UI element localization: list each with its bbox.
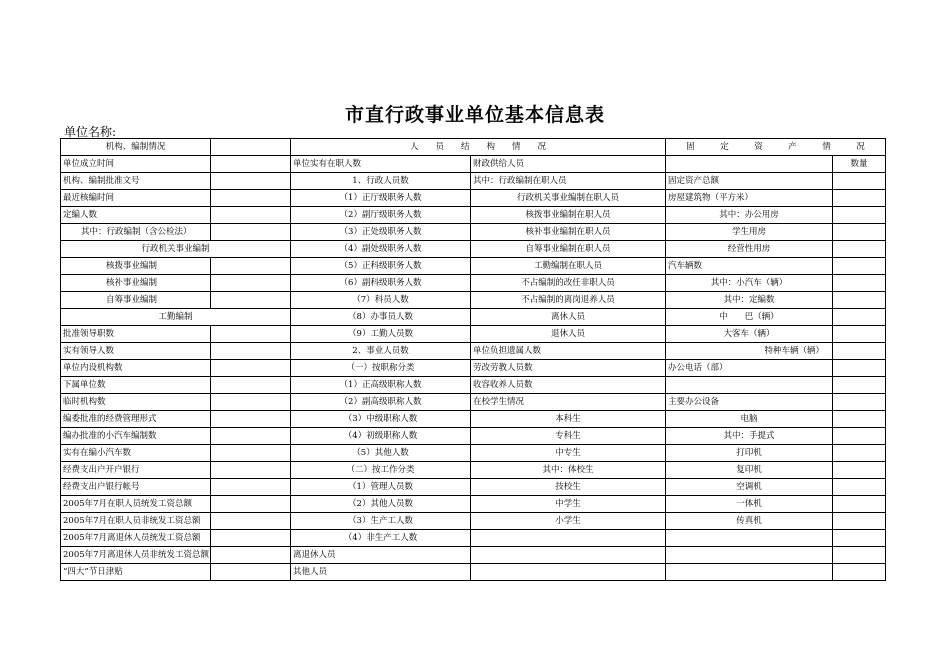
institution-cell: 批准领导职数 <box>61 326 211 343</box>
personnel-cell-left: 离退休人员 <box>291 547 471 564</box>
table-row <box>61 513 886 530</box>
table-row <box>61 258 886 275</box>
header-blank <box>211 139 291 156</box>
personnel-cell-left: （3）中级职称人数 <box>291 411 471 428</box>
quantity-cell <box>833 411 886 428</box>
personnel-cell-right: 核拨事业编制在职人员 <box>471 207 666 224</box>
institution-value-cell <box>211 292 291 309</box>
personnel-cell-right: 退休人员 <box>471 326 666 343</box>
personnel-cell-right: 核补事业编制在职人员 <box>471 224 666 241</box>
table-row <box>61 190 886 207</box>
asset-cell: 汽车辆数 <box>666 258 833 275</box>
asset-cell: 一体机 <box>666 496 833 513</box>
header-row <box>61 139 886 156</box>
header-institution: 机构、编制情况 <box>61 139 211 156</box>
institution-value-cell <box>211 445 291 462</box>
quantity-cell <box>833 343 886 360</box>
personnel-cell-right: 专科生 <box>471 428 666 445</box>
asset-cell <box>666 530 833 547</box>
quantity-cell <box>833 445 886 462</box>
institution-value-cell <box>211 275 291 292</box>
table-row <box>61 462 886 479</box>
personnel-cell-left: （5）正科级职务人数 <box>291 258 471 275</box>
quantity-cell <box>833 309 886 326</box>
personnel-cell-left: （4）初级职称人数 <box>291 428 471 445</box>
institution-cell: 机构、编制批准文号 <box>61 173 211 190</box>
asset-cell: 其中：小汽车（辆） <box>666 275 833 292</box>
personnel-cell-right: 其中：行政编制在职人员 <box>471 173 666 190</box>
institution-value-cell <box>211 394 291 411</box>
institution-value-cell <box>211 530 291 547</box>
personnel-cell-left: 1、行政人员数 <box>291 173 471 190</box>
header-personnel: 人 员 结 构 情 况 <box>291 139 666 156</box>
asset-cell: 传真机 <box>666 513 833 530</box>
personnel-cell-left: （2）副高级职称人数 <box>291 394 471 411</box>
institution-value-cell <box>211 258 291 275</box>
institution-cell: 经费支出户银行帐号 <box>61 479 211 496</box>
personnel-cell-left: （6）副科级职务人数 <box>291 275 471 292</box>
personnel-cell-left: 其他人员 <box>291 564 471 581</box>
asset-cell: 中 巴（辆） <box>666 309 833 326</box>
personnel-cell-right: 技校生 <box>471 479 666 496</box>
institution-cell: 最近核编时间 <box>61 190 211 207</box>
info-table <box>60 138 886 581</box>
personnel-cell-right: 在校学生情况 <box>471 394 666 411</box>
quantity-cell <box>833 326 886 343</box>
asset-cell: 其中：定编数 <box>666 292 833 309</box>
quantity-cell <box>833 224 886 241</box>
personnel-cell-left: （一）按职称分类 <box>291 360 471 377</box>
table-row <box>61 360 886 377</box>
personnel-cell-right: 单位负担遗属人数 <box>471 343 666 360</box>
page-title: 市直行政事业单位基本信息表 <box>344 104 605 126</box>
personnel-cell-right: 行政机关事业编制在职人员 <box>471 190 666 207</box>
quantity-cell <box>833 547 886 564</box>
personnel-cell-left: （5）其他人数 <box>291 445 471 462</box>
institution-cell: 其中：行政编制（含公检法） <box>61 224 211 241</box>
quantity-cell <box>833 496 886 513</box>
institution-cell: 实有在编小汽车数 <box>61 445 211 462</box>
institution-value-cell <box>211 462 291 479</box>
institution-cell: 2005年7月离退休人员统发工资总额 <box>61 530 211 547</box>
table-row <box>61 224 886 241</box>
asset-cell <box>666 564 833 581</box>
personnel-cell-left: 单位实有在职人数 <box>291 156 471 173</box>
personnel-cell-left: 2、事业人员数 <box>291 343 471 360</box>
institution-value-cell <box>211 513 291 530</box>
quantity-cell <box>833 513 886 530</box>
asset-cell: 房屋建筑物（平方米） <box>666 190 833 207</box>
personnel-cell-right: 中学生 <box>471 496 666 513</box>
institution-cell: 实有领导人数 <box>61 343 211 360</box>
institution-cell: 编委批准的经费管理形式 <box>61 411 211 428</box>
quantity-cell <box>833 258 886 275</box>
quantity-cell <box>833 360 886 377</box>
table-row <box>61 377 886 394</box>
personnel-cell-right: 离休人员 <box>471 309 666 326</box>
institution-cell: 下属单位数 <box>61 377 211 394</box>
institution-value-cell <box>211 224 291 241</box>
table-row <box>61 292 886 309</box>
quantity-cell <box>833 377 886 394</box>
institution-cell: 行政机关事业编制 <box>61 241 291 258</box>
asset-cell: 其中：办公用房 <box>666 207 833 224</box>
personnel-cell-left: （7）科员人数 <box>291 292 471 309</box>
table-row <box>61 564 886 581</box>
personnel-cell-left: （1）正厅级职务人数 <box>291 190 471 207</box>
personnel-cell-right: 其中：体校生 <box>471 462 666 479</box>
personnel-cell-left: （3）正处级职务人数 <box>291 224 471 241</box>
table-row <box>61 241 886 258</box>
institution-cell: 经费支出户开户银行 <box>61 462 211 479</box>
quantity-cell <box>833 564 886 581</box>
personnel-cell-right: 中专生 <box>471 445 666 462</box>
asset-cell: 复印机 <box>666 462 833 479</box>
personnel-cell-right <box>471 530 666 547</box>
institution-value-cell <box>211 190 291 207</box>
personnel-cell-right: 小学生 <box>471 513 666 530</box>
table-row <box>61 496 886 513</box>
institution-value-cell <box>211 411 291 428</box>
personnel-cell-right: 本科生 <box>471 411 666 428</box>
table-row <box>61 173 886 190</box>
institution-value-cell <box>211 207 291 224</box>
personnel-cell-left: （4）非生产工人数 <box>291 530 471 547</box>
quantity-cell <box>833 207 886 224</box>
unit-name-label: 单位名称: <box>64 125 117 139</box>
quantity-cell: 数量 <box>833 156 886 173</box>
institution-cell: 编办批准的小汽车编制数 <box>61 428 211 445</box>
personnel-cell-left: （1）管理人员数 <box>291 479 471 496</box>
asset-cell: 其中：手提式 <box>666 428 833 445</box>
table-row <box>61 156 886 173</box>
personnel-cell-left: （3）生产工人数 <box>291 513 471 530</box>
quantity-cell <box>833 530 886 547</box>
personnel-cell-left: （4）副处级职务人数 <box>291 241 471 258</box>
asset-cell: 大客车（辆） <box>666 326 833 343</box>
quantity-cell <box>833 173 886 190</box>
asset-cell: 固定资产总额 <box>666 173 833 190</box>
institution-value-cell <box>211 173 291 190</box>
institution-cell: 定编人数 <box>61 207 211 224</box>
asset-cell: 打印机 <box>666 445 833 462</box>
asset-cell <box>666 547 833 564</box>
asset-cell: 特种车辆（辆） <box>666 343 833 360</box>
institution-cell: 2005年7月在职人员非统发工资总额 <box>61 513 211 530</box>
personnel-cell-right <box>471 564 666 581</box>
institution-value-cell <box>211 377 291 394</box>
institution-value-cell <box>211 343 291 360</box>
quantity-cell <box>833 241 886 258</box>
institution-value-cell <box>211 326 291 343</box>
asset-cell: 电脑 <box>666 411 833 428</box>
personnel-cell-left: （1）正高级职称人数 <box>291 377 471 394</box>
institution-cell: 核拨事业编制 <box>61 258 211 275</box>
personnel-cell-right: 劳改劳教人员数 <box>471 360 666 377</box>
institution-cell: 单位内设机构数 <box>61 360 211 377</box>
institution-value-cell <box>211 156 291 173</box>
personnel-cell-right: 工勤编制在职人员 <box>471 258 666 275</box>
institution-value-cell <box>211 428 291 445</box>
quantity-cell <box>833 479 886 496</box>
personnel-cell-right: 不占编制的离岗退养人员 <box>471 292 666 309</box>
table-row <box>61 326 886 343</box>
quantity-cell <box>833 190 886 207</box>
quantity-cell <box>833 275 886 292</box>
asset-cell: 学生用房 <box>666 224 833 241</box>
asset-cell: 经营性用房 <box>666 241 833 258</box>
institution-cell: 单位成立时间 <box>61 156 211 173</box>
table-row <box>61 445 886 462</box>
quantity-cell <box>833 394 886 411</box>
asset-cell: 主要办公设备 <box>666 394 833 411</box>
table-row <box>61 411 886 428</box>
institution-cell: 工勤编制 <box>61 309 291 326</box>
table-row <box>61 275 886 292</box>
table-row <box>61 309 886 326</box>
personnel-cell-right: 财政供给人员 <box>471 156 666 173</box>
personnel-cell-left: （9）工勤人员数 <box>291 326 471 343</box>
personnel-cell-left: （二）按工作分类 <box>291 462 471 479</box>
personnel-cell-right: 收容收养人员数 <box>471 377 666 394</box>
table-row <box>61 547 886 564</box>
quantity-cell <box>833 462 886 479</box>
institution-value-cell <box>211 547 291 564</box>
institution-cell: 2005年7月在职人员统发工资总额 <box>61 496 211 513</box>
personnel-cell-right <box>471 547 666 564</box>
institution-value-cell <box>211 479 291 496</box>
institution-value-cell <box>211 496 291 513</box>
table-row <box>61 479 886 496</box>
asset-cell: 空调机 <box>666 479 833 496</box>
quantity-cell <box>833 428 886 445</box>
personnel-cell-left: （2）其他人员数 <box>291 496 471 513</box>
institution-value-cell <box>211 564 291 581</box>
institution-cell: 2005年7月离退休人员非统发工资总额 <box>61 547 211 564</box>
asset-cell: 办公电话（部） <box>666 360 833 377</box>
institution-cell: 临时机构数 <box>61 394 211 411</box>
table-row <box>61 530 886 547</box>
personnel-cell-left: （8）办事员人数 <box>291 309 471 326</box>
table-row <box>61 343 886 360</box>
table-row <box>61 428 886 445</box>
asset-cell <box>666 377 833 394</box>
institution-cell: 核补事业编制 <box>61 275 211 292</box>
header-assets: 固 定 资 产 情 况 <box>666 139 886 156</box>
table-row <box>61 207 886 224</box>
quantity-cell <box>833 292 886 309</box>
institution-cell: “四大”节日津贴 <box>61 564 211 581</box>
institution-cell: 自筹事业编制 <box>61 292 211 309</box>
asset-cell <box>666 156 833 173</box>
institution-value-cell <box>211 360 291 377</box>
personnel-cell-right: 不占编制的改任非职人员 <box>471 275 666 292</box>
personnel-cell-left: （2）副厅级职务人数 <box>291 207 471 224</box>
personnel-cell-right: 自筹事业编制在职人员 <box>471 241 666 258</box>
table-row <box>61 394 886 411</box>
